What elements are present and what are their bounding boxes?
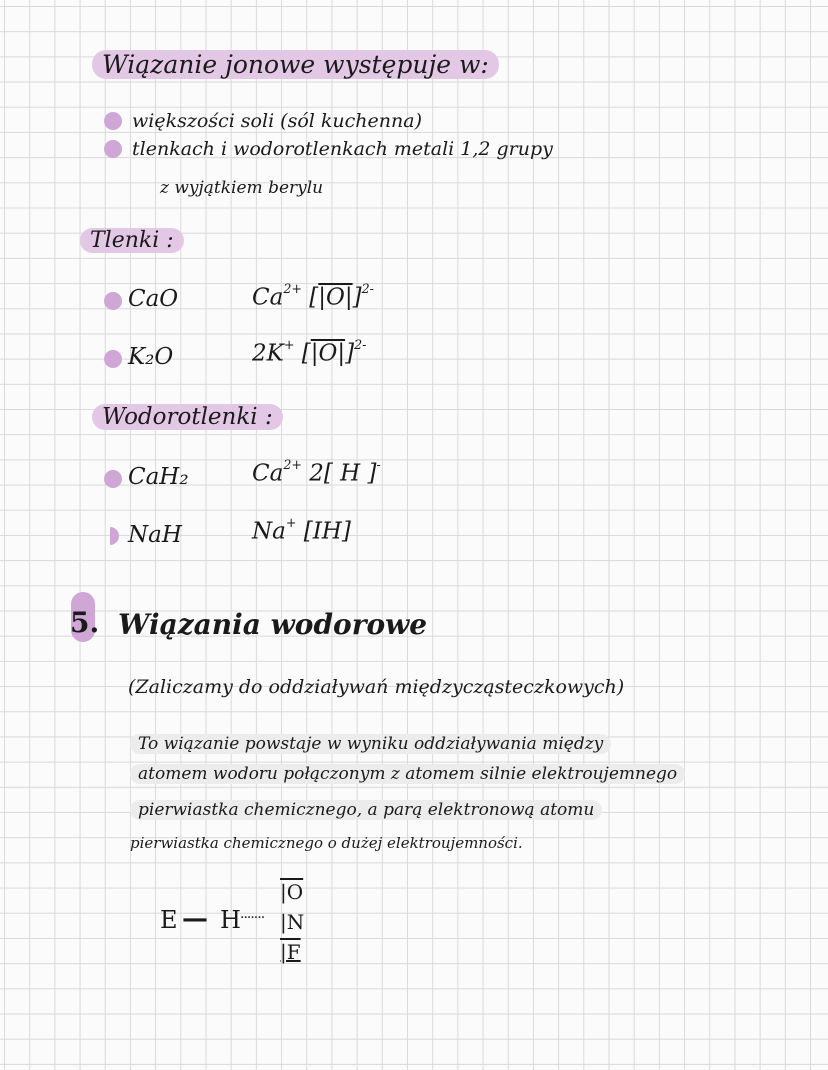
ionic-notation-cah2: $Ca^{2+}$ 2[ H ]- <box>252 457 381 487</box>
bullet-dot <box>104 350 122 368</box>
section-subtitle: (Zaliczamy do oddziaływań międzycząsteczkowych) <box>128 676 625 698</box>
diagram-acceptor-f: |F <box>280 940 301 964</box>
list-item: większości soli (sól kuchenna) <box>132 110 422 132</box>
diagram-acceptor-n: |N <box>280 910 305 934</box>
bullet-dot-half <box>110 527 119 545</box>
section-number: 5. <box>70 606 100 639</box>
section-title: Wiązania wodorowe <box>118 608 428 641</box>
formula-cao: CaO <box>128 286 179 312</box>
heading-hydroxides: Wodorotlenki : <box>92 404 283 430</box>
diagram-bond: — <box>182 904 208 934</box>
heading-oxides: Tlenki : <box>80 228 184 253</box>
diagram-acceptor-o: |O <box>280 880 304 904</box>
diagram-hbond-dots: ······· <box>240 910 265 926</box>
bullet-dot <box>104 140 122 158</box>
diagram-hydrogen: H <box>220 906 241 934</box>
diagram-element-e: E <box>160 906 178 934</box>
ionic-notation-cao: $Ca^{2+}$ $[|O|]^{2-}$ <box>252 281 374 311</box>
heading-ionic: Wiązanie jonowe występuje w: <box>92 50 499 79</box>
definition-line: atomem wodoru połączonym z atomem silnie elektroujemnego <box>130 764 685 784</box>
definition-line: To wiązanie powstaje w wyniku oddziaływania między <box>130 734 611 754</box>
bullet-dot <box>104 292 122 310</box>
definition-line: pierwiastka chemicznego, a parą elektronową atomu <box>130 800 602 820</box>
bullet-dot <box>104 470 122 488</box>
formula-nah: NaH <box>128 522 182 548</box>
list-item-continuation: z wyjątkiem berylu <box>160 178 324 198</box>
definition-line: pierwiastka chemicznego o dużej elektroujemności. <box>130 834 523 852</box>
formula-cah2: CaH₂ <box>128 464 189 490</box>
ionic-notation-k2o: 2K+ $[|O|]^{2-}$ <box>252 337 367 367</box>
ionic-notation-nah: Na+ [IH] <box>252 515 351 545</box>
bullet-dot <box>104 112 122 130</box>
formula-k2o: K₂O <box>128 344 174 370</box>
list-item: tlenkach i wodorotlenkach metali 1,2 grupy <box>132 138 553 160</box>
